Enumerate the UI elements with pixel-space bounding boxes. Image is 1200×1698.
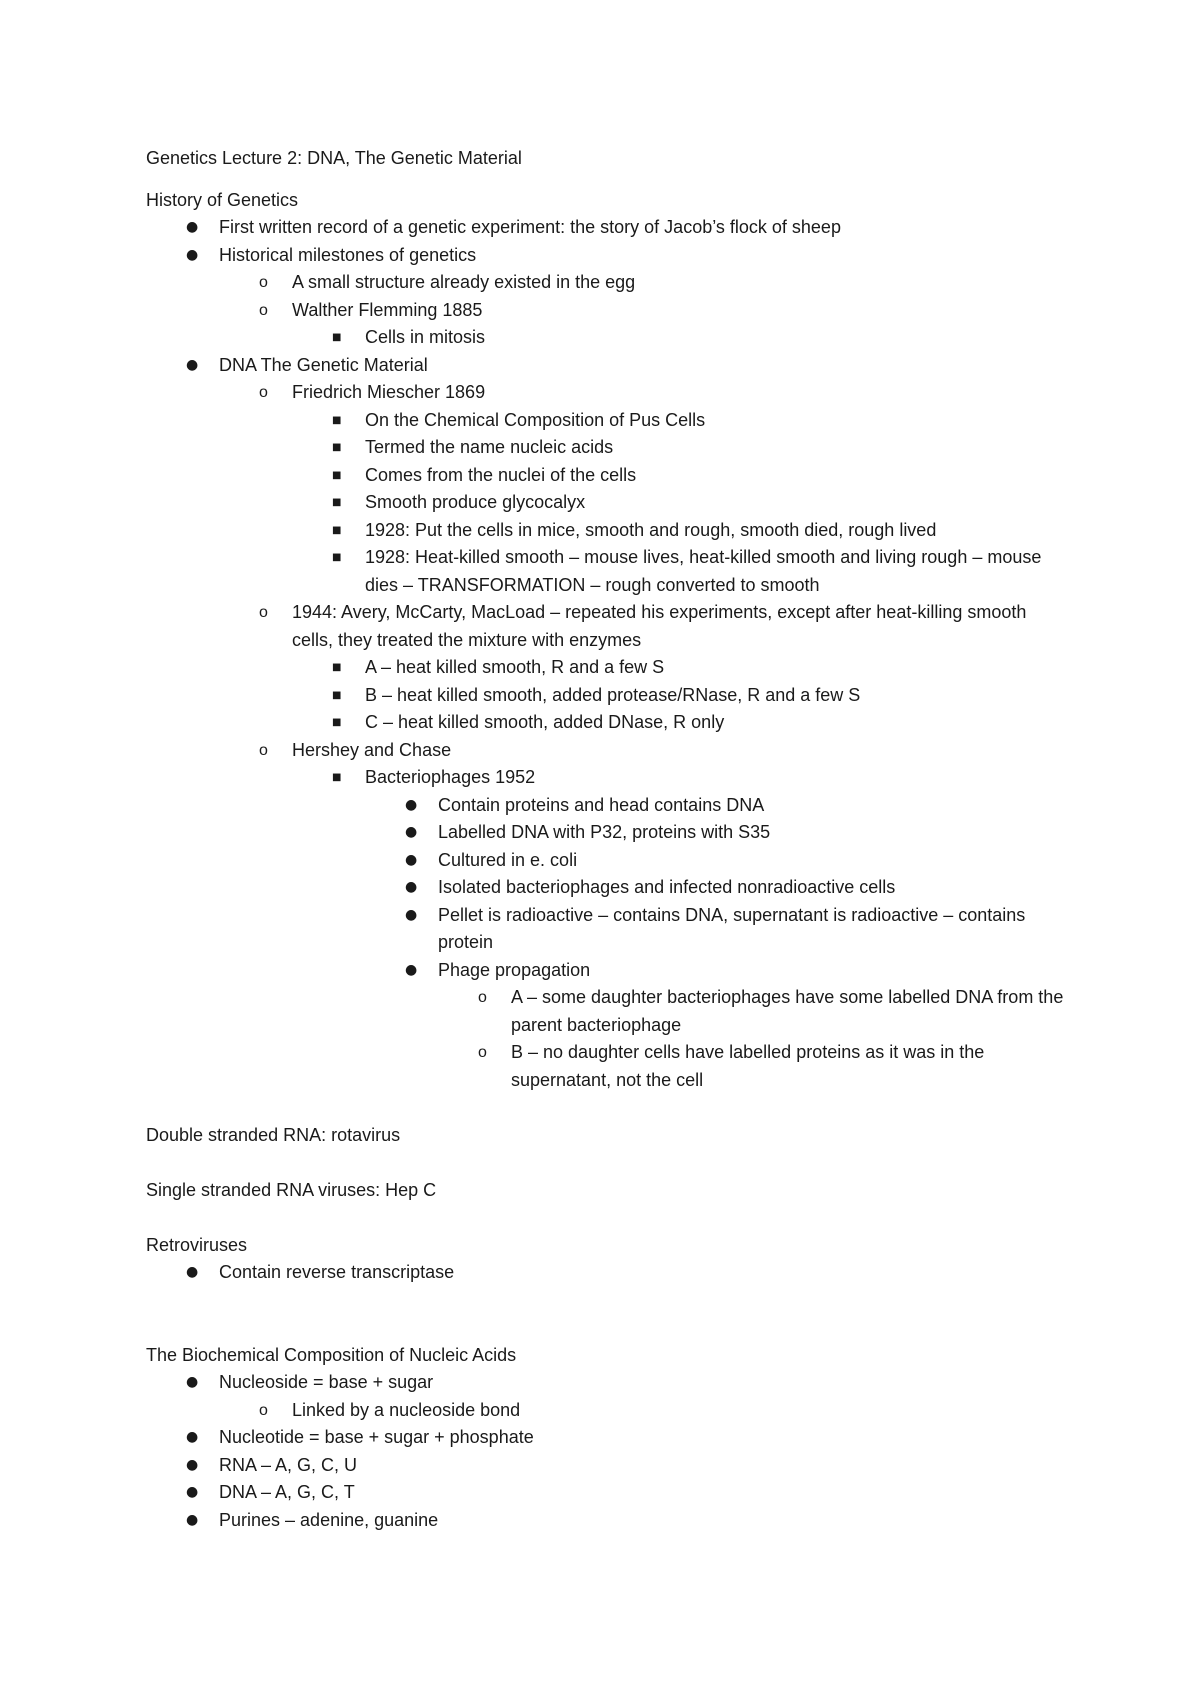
disc-bullet-icon: ● — [186, 1429, 199, 1445]
section-heading-retroviruses: Retroviruses — [146, 1234, 248, 1255]
list-item: ● DNA – A, G, C, T — [146, 1479, 1066, 1507]
list-item: ● Cultured in e. coli — [146, 847, 1066, 875]
list-item: ● Pellet is radioactive – contains DNA, supernatant is radioactive – contains protein — [146, 902, 1066, 957]
list-item: ■ 1928: Heat-killed smooth – mouse lives, heat-killed smooth and living rough – mouse dies – TRANSFORMATION – rough converted to smooth — [146, 544, 1066, 599]
list-item: ■ A – heat killed smooth, R and a few S — [146, 654, 1066, 682]
disc-bullet-icon: ● — [186, 356, 199, 373]
list-item: o A – some daughter bacteriophages have some labelled DNA from the parent bacteriophage — [146, 984, 1066, 1039]
square-bullet-icon: ■ — [332, 552, 342, 563]
list-item: ■ C – heat killed smooth, added DNase, R only — [146, 709, 1066, 737]
square-bullet-icon: ■ — [332, 662, 342, 673]
circle-bullet-icon: o — [259, 604, 268, 621]
disc-bullet-icon: ● — [405, 824, 418, 840]
circle-bullet-icon: o — [259, 741, 268, 759]
square-bullet-icon: ■ — [332, 469, 342, 481]
list-item: ● Nucleoside = base + sugar — [146, 1369, 1066, 1397]
spacer — [146, 1094, 1066, 1122]
list-item: ■ 1928: Put the cells in mice, smooth and rough, smooth died, rough lived — [146, 517, 1066, 545]
square-bullet-icon: ■ — [332, 689, 342, 701]
list-item: ● First written record of a genetic experiment: the story of Jacob’s flock of sheep — [146, 214, 1066, 242]
list-item: ● Historical milestones of genetics — [146, 242, 1066, 270]
disc-bullet-icon: ● — [186, 1264, 199, 1280]
square-bullet-icon: ■ — [332, 442, 342, 453]
list-item: ● DNA The Genetic Material — [146, 352, 1066, 380]
spacer — [146, 1314, 1066, 1342]
circle-bullet-icon: o — [259, 274, 268, 291]
list-item: ● Purines – adenine, guanine — [146, 1507, 1066, 1535]
disc-bullet-icon: ● — [186, 246, 199, 263]
list-item: o B – no daughter cells have labelled proteins as it was in the supernatant, not the cell — [146, 1039, 1066, 1094]
list-item: ■ Termed the name nucleic acids — [146, 434, 1066, 462]
disc-bullet-icon: ● — [405, 906, 418, 923]
square-bullet-icon: ■ — [332, 524, 342, 536]
square-bullet-icon: ■ — [332, 717, 342, 728]
list-item: o Linked by a nucleoside bond — [146, 1397, 1066, 1425]
biochem-list — [146, 1369, 1066, 1534]
paragraph-dsrna: Double stranded RNA: rotavirus — [146, 1124, 401, 1145]
list-item: ■ On the Chemical Composition of Pus Cells — [146, 407, 1066, 435]
disc-bullet-icon: ● — [186, 1484, 199, 1500]
square-bullet-icon: ■ — [332, 497, 342, 508]
square-bullet-icon: ■ — [332, 332, 342, 343]
disc-bullet-icon: ● — [186, 1511, 199, 1528]
spacer — [146, 1287, 1066, 1315]
list-item: o Hershey and Chase — [146, 737, 1066, 765]
list-item: o Friedrich Miescher 1869 — [146, 379, 1066, 407]
section-heading-biochem: The Biochemical Composition of Nucleic Acids — [146, 1344, 517, 1365]
list-item: ■ Bacteriophages 1952 — [146, 764, 1066, 792]
spacer — [146, 1149, 1066, 1177]
circle-bullet-icon: o — [259, 384, 268, 401]
list-item: ● RNA – A, G, C, U — [146, 1452, 1066, 1480]
list-item: o A small structure already existed in the egg — [146, 269, 1066, 297]
retro-list — [146, 1259, 1066, 1287]
section-heading-history: History of Genetics — [146, 189, 299, 210]
list-item: o 1944: Avery, McCarty, MacLoad – repeated his experiments, except after heat-killing smooth cells, they treated the mixture with enzymes — [146, 599, 1066, 654]
list-item: ● Isolated bacteriophages and infected nonradioactive cells — [146, 874, 1066, 902]
spacer — [146, 173, 1066, 187]
square-bullet-icon: ■ — [332, 772, 342, 783]
disc-bullet-icon: ● — [405, 879, 418, 895]
disc-bullet-icon: ● — [186, 219, 199, 235]
document-page — [146, 145, 1066, 1534]
list-item: ● Phage propagation — [146, 957, 1066, 985]
circle-bullet-icon: o — [259, 301, 268, 319]
list-item: ● Labelled DNA with P32, proteins with S35 — [146, 819, 1066, 847]
square-bullet-icon: ■ — [332, 414, 342, 426]
list-item: ■ B – heat killed smooth, added protease/RNase, R and a few S — [146, 682, 1066, 710]
list-item: ● Nucleotide = base + sugar + phosphate — [146, 1424, 1066, 1452]
list-item: ■ Comes from the nuclei of the cells — [146, 462, 1066, 490]
paragraph-ssrna: Single stranded RNA viruses: Hep C — [146, 1179, 437, 1200]
list-item: ■ Smooth produce glycocalyx — [146, 489, 1066, 517]
list-item: ■ Cells in mitosis — [146, 324, 1066, 352]
disc-bullet-icon: ● — [405, 851, 418, 868]
list-item: o Walther Flemming 1885 — [146, 297, 1066, 325]
list-item: ● Contain reverse transcriptase — [146, 1259, 1066, 1287]
spacer — [146, 1204, 1066, 1232]
circle-bullet-icon: o — [478, 989, 487, 1006]
disc-bullet-icon: ● — [405, 796, 418, 813]
circle-bullet-icon: o — [259, 1401, 268, 1419]
disc-bullet-icon: ● — [186, 1456, 199, 1473]
history-list — [146, 214, 1066, 1094]
circle-bullet-icon: o — [478, 1044, 487, 1061]
disc-bullet-icon: ● — [186, 1374, 199, 1390]
list-item: ● Contain proteins and head contains DNA — [146, 792, 1066, 820]
disc-bullet-icon: ● — [405, 961, 418, 978]
document-title: Genetics Lecture 2: DNA, The Genetic Material — [146, 148, 522, 168]
